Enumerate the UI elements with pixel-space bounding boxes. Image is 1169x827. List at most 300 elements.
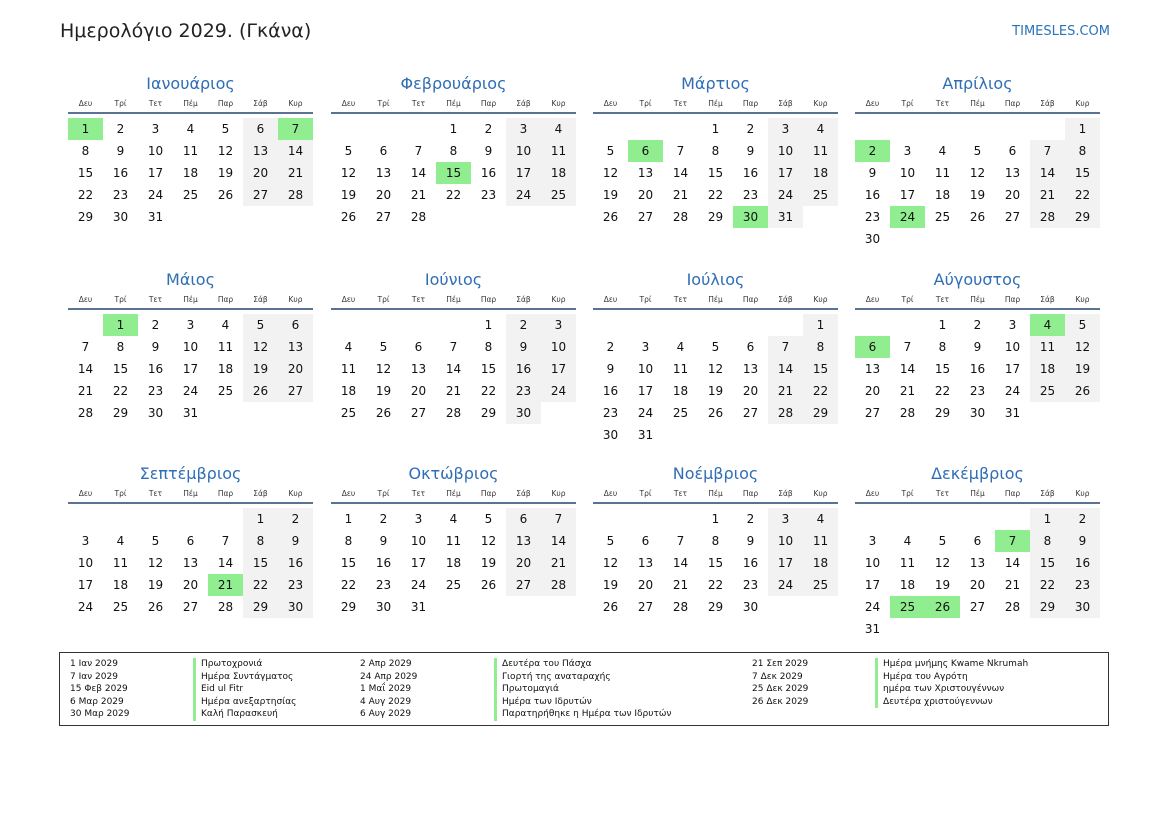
month-name: Δεκέμβριος — [931, 464, 1024, 483]
day-cell: 16 — [1065, 552, 1100, 574]
day-cell: 13 — [742, 362, 759, 376]
day-cell: 18 — [112, 578, 129, 592]
weekday-label: Σάβ — [778, 295, 793, 304]
day-cell: 10 — [768, 530, 803, 552]
weekday-label: Δευ — [78, 99, 93, 108]
day-cell: 22 — [803, 380, 838, 402]
weekday-label: Σάβ — [1040, 489, 1055, 498]
day-cell: 16 — [480, 166, 497, 180]
weekday-label: Παρ — [742, 99, 759, 108]
day-cell: 29 — [803, 402, 838, 424]
day-grid — [593, 508, 838, 618]
weekday-header — [331, 294, 576, 310]
day-cell: 18 — [803, 552, 838, 574]
day-cell: 27 — [410, 406, 427, 420]
day-cell: 1 — [711, 122, 720, 136]
day-cell: 20 — [182, 578, 199, 592]
day-cell: 3 — [414, 512, 423, 526]
weekday-label: Σάβ — [778, 489, 793, 498]
day-cell: 1 — [243, 508, 278, 530]
weekday-label: Παρ — [1004, 489, 1021, 498]
weekday-label: Σάβ — [516, 489, 531, 498]
legend-holiday-name: Ημέρα ανεξαρτησίας — [193, 696, 296, 709]
legend-date: 7 Ιαν 2029 — [70, 671, 118, 682]
day-cell: 14 — [410, 166, 427, 180]
weekday-label: Σάβ — [778, 99, 793, 108]
day-cell: 2 — [116, 122, 125, 136]
legend-date-column — [70, 658, 130, 721]
weekday-label: Κυρ — [1075, 295, 1090, 304]
day-cell: 6 — [641, 534, 650, 548]
legend-date: 25 Δεκ 2029 — [752, 684, 809, 694]
month-name: Απρίλιος — [942, 74, 1013, 93]
weekday-label: Παρ — [217, 99, 234, 108]
day-cell: 10 — [410, 534, 427, 548]
day-cell: 8 — [1030, 530, 1065, 552]
day-cell: 15 — [112, 362, 129, 376]
legend-date: 26 Δεκ 2029 — [752, 696, 809, 707]
legend-name-column — [193, 658, 296, 721]
weekday-label: Τρί — [377, 295, 390, 304]
day-cell: 8 — [711, 144, 720, 158]
day-cell: 17 — [182, 362, 199, 376]
day-cell: 18 — [672, 384, 689, 398]
day-cell: 27 — [506, 574, 541, 596]
empty-day-cell — [208, 508, 243, 530]
weekday-label: Τρί — [377, 489, 390, 498]
weekday-label: Κυρ — [551, 489, 566, 498]
day-cell: 24 — [410, 578, 427, 592]
day-cell: 2 — [746, 512, 755, 526]
day-cell: 28 — [1030, 206, 1065, 228]
day-cell: 18 — [934, 188, 951, 202]
day-cell: 19 — [602, 188, 619, 202]
day-cell: 3 — [903, 144, 912, 158]
day-cell: 17 — [77, 578, 94, 592]
day-cell: 19 — [1065, 358, 1100, 380]
day-cell: 4 — [344, 340, 353, 354]
empty-day-cell — [401, 118, 436, 140]
holiday-day-cell: 6 — [855, 336, 890, 358]
day-cell: 22 — [112, 384, 129, 398]
day-cell: 31 — [768, 206, 803, 228]
day-cell: 23 — [1065, 574, 1100, 596]
day-cell: 17 — [768, 162, 803, 184]
empty-day-cell — [855, 118, 890, 140]
weekday-label: Σάβ — [253, 99, 268, 108]
day-cell: 8 — [81, 144, 90, 158]
weekday-label: Δευ — [865, 99, 880, 108]
day-cell: 15 — [707, 166, 724, 180]
day-cell: 27 — [375, 210, 392, 224]
holiday-day-cell: 2 — [855, 140, 890, 162]
weekday-label: Πέμ — [708, 295, 723, 304]
day-cell: 20 — [864, 384, 881, 398]
site-link[interactable]: TIMESLES.COM — [1012, 24, 1110, 39]
weekday-header — [593, 98, 838, 114]
day-cell: 10 — [506, 140, 541, 162]
month-block — [855, 269, 1100, 424]
day-cell: 1 — [449, 122, 458, 136]
day-cell: 22 — [934, 384, 951, 398]
day-cell: 14 — [768, 358, 803, 380]
day-cell: 12 — [217, 144, 234, 158]
day-cell: 24 — [506, 184, 541, 206]
weekday-label: Τρί — [114, 99, 127, 108]
day-cell: 30 — [147, 406, 164, 420]
day-cell: 26 — [602, 600, 619, 614]
day-cell: 25 — [340, 406, 357, 420]
legend-date-column — [360, 658, 417, 721]
month-block — [855, 73, 1100, 250]
weekday-header — [855, 98, 1100, 114]
day-grid — [855, 508, 1100, 640]
day-cell: 24 — [147, 188, 164, 202]
day-cell: 19 — [602, 578, 619, 592]
day-cell: 23 — [864, 210, 881, 224]
weekday-label: Τετ — [411, 99, 426, 108]
day-cell: 10 — [182, 340, 199, 354]
day-cell: 12 — [147, 556, 164, 570]
day-cell: 13 — [278, 336, 313, 358]
month-name: Σεπτέμβριος — [139, 464, 242, 483]
weekday-label: Παρ — [1004, 99, 1021, 108]
month-name: Ιούλιος — [686, 270, 745, 289]
weekday-label: Πέμ — [970, 99, 985, 108]
weekday-label: Τρί — [377, 99, 390, 108]
day-cell: 23 — [742, 188, 759, 202]
day-cell: 15 — [77, 166, 94, 180]
day-cell: 14 — [445, 362, 462, 376]
day-cell: 17 — [147, 166, 164, 180]
day-cell: 8 — [803, 336, 838, 358]
day-cell: 11 — [445, 534, 462, 548]
day-cell: 9 — [746, 144, 755, 158]
day-cell: 9 — [484, 144, 493, 158]
day-cell: 2 — [606, 340, 615, 354]
weekday-label: Τρί — [901, 489, 914, 498]
legend-date: 21 Σεπ 2029 — [752, 659, 809, 669]
empty-day-cell — [733, 314, 768, 336]
weekday-label: Τρί — [114, 295, 127, 304]
empty-day-cell — [1030, 118, 1065, 140]
day-cell: 17 — [899, 188, 916, 202]
day-cell: 27 — [1004, 210, 1021, 224]
day-cell: 5 — [151, 534, 160, 548]
weekday-label: Σάβ — [253, 489, 268, 498]
day-cell: 8 — [1065, 140, 1100, 162]
day-cell: 28 — [768, 402, 803, 424]
day-cell: 13 — [506, 530, 541, 552]
day-grid — [855, 314, 1100, 424]
day-cell: 24 — [1004, 384, 1021, 398]
day-cell: 31 — [410, 600, 427, 614]
holiday-day-cell: 7 — [995, 530, 1030, 552]
weekday-label: Τετ — [935, 295, 950, 304]
empty-day-cell — [855, 314, 890, 336]
day-cell: 6 — [506, 508, 541, 530]
day-cell: 25 — [803, 574, 838, 596]
day-cell: 13 — [1004, 166, 1021, 180]
month-block — [331, 269, 576, 424]
day-cell: 23 — [742, 578, 759, 592]
weekday-label: Δευ — [603, 489, 618, 498]
day-cell: 1 — [484, 318, 493, 332]
weekday-label: Σάβ — [516, 295, 531, 304]
day-cell: 11 — [899, 556, 916, 570]
weekday-label: Παρ — [480, 489, 497, 498]
weekday-label: Πέμ — [708, 99, 723, 108]
day-cell: 19 — [969, 188, 986, 202]
day-cell: 24 — [182, 384, 199, 398]
legend-date: 24 Απρ 2029 — [360, 671, 418, 682]
day-cell: 15 — [803, 358, 838, 380]
day-cell: 26 — [602, 210, 619, 224]
day-cell: 13 — [182, 556, 199, 570]
day-cell: 20 — [410, 384, 427, 398]
day-cell: 28 — [899, 406, 916, 420]
day-cell: 23 — [506, 380, 541, 402]
day-cell: 17 — [637, 384, 654, 398]
day-cell: 10 — [1004, 340, 1021, 354]
day-cell: 5 — [344, 144, 353, 158]
day-cell: 24 — [864, 600, 881, 614]
day-cell: 3 — [768, 118, 803, 140]
day-cell: 28 — [672, 600, 689, 614]
day-cell: 28 — [77, 406, 94, 420]
day-cell: 21 — [410, 188, 427, 202]
day-cell: 3 — [768, 508, 803, 530]
weekday-label: Παρ — [742, 295, 759, 304]
day-cell: 7 — [541, 508, 576, 530]
month-block — [855, 463, 1100, 640]
empty-day-cell — [593, 118, 628, 140]
day-cell: 16 — [112, 166, 129, 180]
day-cell: 7 — [1030, 140, 1065, 162]
empty-day-cell — [855, 508, 890, 530]
day-cell: 4 — [903, 534, 912, 548]
month-name: Μάρτιος — [681, 74, 750, 93]
day-cell: 3 — [541, 314, 576, 336]
empty-day-cell — [925, 508, 960, 530]
day-cell: 3 — [1008, 318, 1017, 332]
weekday-label: Τετ — [411, 295, 426, 304]
weekday-header — [593, 294, 838, 310]
day-cell: 7 — [414, 144, 423, 158]
legend-holiday-name: Eid ul Fitr — [193, 683, 296, 696]
day-cell: 29 — [480, 406, 497, 420]
day-cell: 26 — [243, 380, 278, 402]
day-cell: 8 — [711, 534, 720, 548]
legend-date: 6 Μαρ 2029 — [70, 696, 124, 707]
month-block — [331, 73, 576, 228]
month-name: Αύγουστος — [933, 270, 1022, 289]
legend-date: 4 Αυγ 2029 — [360, 696, 412, 707]
day-cell: 25 — [1030, 380, 1065, 402]
day-cell: 2 — [746, 122, 755, 136]
day-grid — [331, 118, 576, 228]
day-cell: 13 — [864, 362, 881, 376]
day-cell: 18 — [541, 162, 576, 184]
day-cell: 3 — [641, 340, 650, 354]
day-cell: 29 — [340, 600, 357, 614]
day-cell: 16 — [506, 358, 541, 380]
day-cell: 4 — [186, 122, 195, 136]
day-cell: 31 — [182, 406, 199, 420]
weekday-label: Πέμ — [183, 489, 198, 498]
weekday-label: Τρί — [901, 99, 914, 108]
holiday-day-cell: 1 — [103, 314, 138, 336]
holiday-day-cell: 4 — [1030, 314, 1065, 336]
day-cell: 24 — [768, 574, 803, 596]
day-cell: 20 — [278, 358, 313, 380]
day-grid — [331, 508, 576, 618]
day-cell: 12 — [480, 534, 497, 548]
day-cell: 22 — [1065, 184, 1100, 206]
holiday-day-cell: 1 — [68, 118, 103, 140]
day-cell: 20 — [637, 188, 654, 202]
day-cell: 10 — [77, 556, 94, 570]
day-cell: 29 — [243, 596, 278, 618]
day-cell: 29 — [1030, 596, 1065, 618]
weekday-label: Τετ — [673, 99, 688, 108]
weekday-label: Κυρ — [288, 489, 303, 498]
legend-holiday-name: Πρωτομαγιά — [494, 683, 671, 696]
day-cell: 23 — [147, 384, 164, 398]
month-name: Ιανουάριος — [146, 74, 235, 93]
weekday-header — [68, 98, 313, 114]
day-cell: 20 — [637, 578, 654, 592]
day-cell: 14 — [278, 140, 313, 162]
day-cell: 19 — [707, 384, 724, 398]
day-cell: 3 — [506, 118, 541, 140]
day-cell: 6 — [1008, 144, 1017, 158]
day-cell: 28 — [541, 574, 576, 596]
day-cell: 8 — [938, 340, 947, 354]
day-cell: 5 — [484, 512, 493, 526]
empty-day-cell — [890, 314, 925, 336]
day-cell: 19 — [480, 556, 497, 570]
empty-day-cell — [366, 314, 401, 336]
weekday-label: Κυρ — [1075, 99, 1090, 108]
day-cell: 27 — [742, 406, 759, 420]
empty-day-cell — [960, 508, 995, 530]
weekday-label: Σάβ — [1040, 295, 1055, 304]
empty-day-cell — [138, 508, 173, 530]
day-cell: 17 — [410, 556, 427, 570]
day-cell: 1 — [938, 318, 947, 332]
day-cell: 12 — [243, 336, 278, 358]
day-cell: 28 — [1004, 600, 1021, 614]
day-cell: 28 — [445, 406, 462, 420]
day-cell: 3 — [151, 122, 160, 136]
day-cell: 7 — [676, 144, 685, 158]
day-cell: 22 — [480, 384, 497, 398]
day-cell: 5 — [1065, 314, 1100, 336]
weekday-label: Τετ — [411, 489, 426, 498]
day-cell: 4 — [803, 508, 838, 530]
day-cell: 29 — [934, 406, 951, 420]
day-cell: 31 — [147, 210, 164, 224]
empty-day-cell — [331, 118, 366, 140]
day-cell: 23 — [480, 188, 497, 202]
legend-holiday-name: ημέρα των Χριστουγέννων — [875, 683, 1028, 696]
day-cell: 6 — [186, 534, 195, 548]
day-cell: 2 — [379, 512, 388, 526]
day-cell: 12 — [375, 362, 392, 376]
day-cell: 6 — [243, 118, 278, 140]
day-cell: 27 — [637, 210, 654, 224]
empty-day-cell — [173, 508, 208, 530]
day-cell: 2 — [506, 314, 541, 336]
day-cell: 11 — [541, 140, 576, 162]
day-cell: 25 — [541, 184, 576, 206]
day-cell: 3 — [81, 534, 90, 548]
day-cell: 21 — [77, 384, 94, 398]
weekday-label: Δευ — [78, 295, 93, 304]
day-cell: 27 — [243, 184, 278, 206]
weekday-header — [331, 98, 576, 114]
day-cell: 10 — [864, 556, 881, 570]
legend-holiday-name: Ημέρα των Ιδρυτών — [494, 696, 671, 709]
weekday-label: Σάβ — [1040, 99, 1055, 108]
empty-day-cell — [768, 314, 803, 336]
day-cell: 19 — [243, 358, 278, 380]
day-cell: 9 — [151, 340, 160, 354]
weekday-label: Παρ — [217, 295, 234, 304]
day-cell: 23 — [112, 188, 129, 202]
day-cell: 15 — [243, 552, 278, 574]
day-cell: 12 — [340, 166, 357, 180]
day-cell: 8 — [344, 534, 353, 548]
day-cell: 22 — [445, 188, 462, 202]
empty-day-cell — [890, 118, 925, 140]
day-cell: 20 — [375, 188, 392, 202]
day-cell: 24 — [637, 406, 654, 420]
day-cell: 29 — [77, 210, 94, 224]
day-cell: 17 — [768, 552, 803, 574]
weekday-label: Τρί — [639, 295, 652, 304]
day-cell: 26 — [707, 406, 724, 420]
weekday-label: Τετ — [673, 295, 688, 304]
day-cell: 6 — [746, 340, 755, 354]
day-cell: 15 — [1030, 552, 1065, 574]
empty-day-cell — [103, 508, 138, 530]
day-cell: 4 — [449, 512, 458, 526]
day-cell: 6 — [973, 534, 982, 548]
day-cell: 1 — [1030, 508, 1065, 530]
day-grid — [68, 314, 313, 424]
empty-day-cell — [663, 314, 698, 336]
day-cell: 29 — [112, 406, 129, 420]
day-cell: 5 — [938, 534, 947, 548]
empty-day-cell — [663, 508, 698, 530]
weekday-label: Πέμ — [708, 489, 723, 498]
holiday-day-cell: 26 — [925, 596, 960, 618]
day-cell: 26 — [480, 578, 497, 592]
day-cell: 15 — [480, 362, 497, 376]
day-cell: 15 — [1065, 162, 1100, 184]
legend-holiday-name: Παρατηρήθηκε η Ημέρα των Ιδρυτών — [494, 708, 671, 721]
day-cell: 13 — [637, 166, 654, 180]
legend-holiday-name: Πρωτοχρονιά — [193, 658, 296, 671]
legend-date: 30 Μαρ 2029 — [70, 709, 130, 719]
weekday-label: Κυρ — [551, 295, 566, 304]
legend-name-column — [494, 658, 671, 721]
month-block — [68, 269, 313, 424]
month-block — [68, 463, 313, 618]
day-cell: 11 — [803, 530, 838, 552]
